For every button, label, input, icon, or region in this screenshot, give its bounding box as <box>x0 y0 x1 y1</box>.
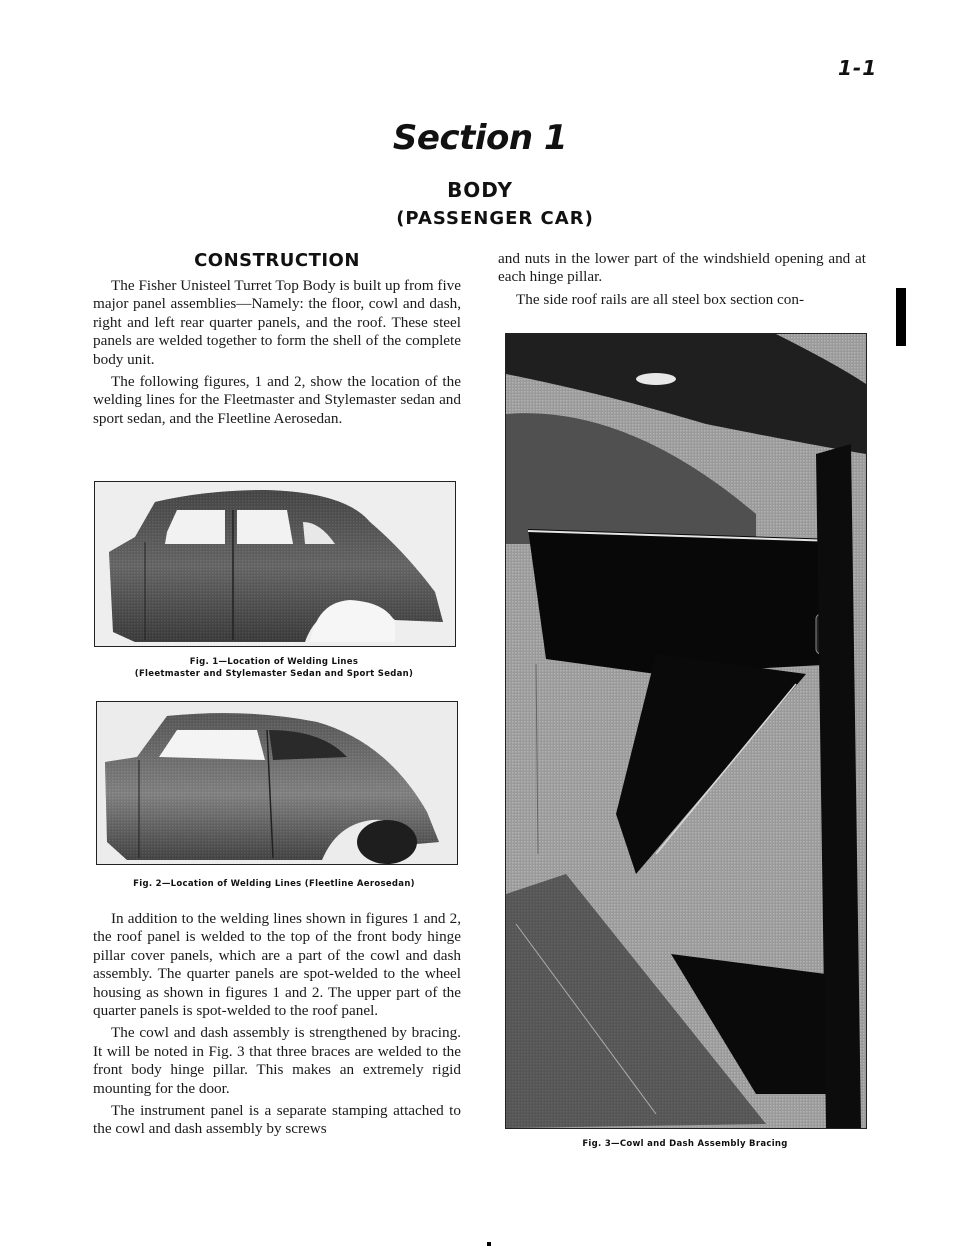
paragraph: The instrument panel is a separate stamping attached to the cowl and dash assembly by screws <box>93 1102 461 1138</box>
figure-2-caption-line1: Fig. 2—Location of Welding Lines (Fleetline Aerosedan) <box>133 879 415 889</box>
left-column <box>93 250 461 432</box>
section-subtitle-passenger-car: (PASSENGER CAR) <box>396 208 594 229</box>
figure-1-caption <box>94 656 454 680</box>
construction-heading: CONSTRUCTION <box>194 250 360 271</box>
paragraph: The following figures, 1 and 2, show the location of the welding lines for the Fleetmaster and Stylemaster sedan and sport sedan, and the Fleetline Aerosedan. <box>93 373 461 427</box>
figure-1-sedan-body-image <box>94 481 456 647</box>
figure-1-caption-line1: Fig. 1—Location of Welding Lines <box>189 657 359 667</box>
figure-1-caption-line2: (Fleetmaster and Stylemaster Sedan and Sport Sedan) <box>134 669 414 679</box>
left-column-lower <box>93 910 461 1143</box>
paragraph: The side roof rails are all steel box section con- <box>516 290 805 308</box>
paragraph: The Fisher Unisteel Turret Top Body is built up from five major panel assemblies—Namely: the floor, cowl and dash, right and left rear quarter panels, and the roof. These steel panels are welded together to form the shell of the complete body unit. <box>93 277 461 368</box>
paragraph: In addition to the welding lines shown in figures 1 and 2, the roof panel is welded to the top of the front body hinge pillar cover panels, which are a part of the cowl and dash assembly. The quarter panels are spot-welded to the wheel housing as shown in figures 1 and 2. The upper part of the quarter panels is spot-welded to the roof panel. <box>93 910 461 1020</box>
section-subtitle: BODY <box>447 178 513 202</box>
figure-3-cowl-dash-bracing-image <box>505 333 867 1129</box>
figure-3-caption <box>505 1138 865 1150</box>
figure-2-aerosedan-body-image <box>96 701 458 865</box>
section-thumb-mark <box>896 288 906 346</box>
paragraph: and nuts in the lower part of the windshield opening and at each hinge pillar. <box>498 250 866 286</box>
figure-2-caption <box>94 878 454 890</box>
paragraph: The cowl and dash assembly is strengthened by bracing. It will be noted in Fig. 3 that three braces are welded to the front body hinge pillar. This makes an extremely rigid mounting for the door. <box>93 1024 461 1097</box>
figure-3-caption-line1: Fig. 3—Cowl and Dash Assembly Bracing <box>582 1139 788 1149</box>
page-bottom-mark <box>487 1242 491 1246</box>
section-title: Section 1 <box>392 118 568 158</box>
right-column <box>498 250 866 313</box>
page-number: 1-1 <box>838 56 878 80</box>
